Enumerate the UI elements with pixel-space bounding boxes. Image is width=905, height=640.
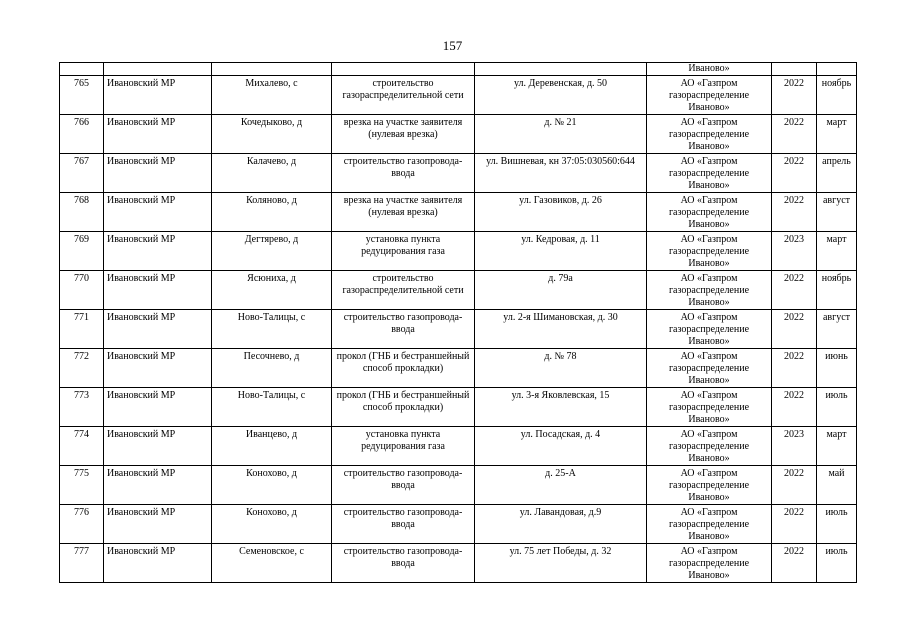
cell-district: Ивановский МР [104, 115, 212, 154]
cell-address: д. № 21 [475, 115, 647, 154]
cell-org: АО «Газпром газораспределение Иваново» [647, 310, 772, 349]
cell-locality: Михалево, с [212, 76, 332, 115]
cell-num: 770 [60, 271, 104, 310]
cell-year: 2023 [772, 427, 817, 466]
cell-month: август [817, 193, 857, 232]
cell-work: строительство газораспределительной сети [332, 271, 475, 310]
cell-locality [212, 63, 332, 76]
cell-month [817, 63, 857, 76]
cell-district: Ивановский МР [104, 427, 212, 466]
cell-locality: Кочедыково, д [212, 115, 332, 154]
cell-num: 766 [60, 115, 104, 154]
cell-work: прокол (ГНБ и бестраншейный способ прокладки) [332, 388, 475, 427]
cell-month: ноябрь [817, 271, 857, 310]
cell-district: Ивановский МР [104, 76, 212, 115]
table-row [60, 193, 857, 232]
page-number: 157 [442, 38, 463, 53]
cell-work: врезка на участке заявителя (нулевая врезка) [332, 193, 475, 232]
cell-address: ул. Газовиков, д. 26 [475, 193, 647, 232]
cell-district: Ивановский МР [104, 271, 212, 310]
cell-address [475, 63, 647, 76]
cell-work: прокол (ГНБ и бестраншейный способ прокладки) [332, 349, 475, 388]
cell-district: Ивановский МР [104, 466, 212, 505]
cell-num: 767 [60, 154, 104, 193]
cell-month: март [817, 115, 857, 154]
cell-year: 2023 [772, 232, 817, 271]
cell-address: ул. 3-я Яковлевская, 15 [475, 388, 647, 427]
table-row [60, 466, 857, 505]
cell-locality: Ново-Талицы, с [212, 310, 332, 349]
table-row [60, 349, 857, 388]
cell-year: 2022 [772, 193, 817, 232]
table-row [60, 154, 857, 193]
cell-work: врезка на участке заявителя (нулевая врезка) [332, 115, 475, 154]
cell-year: 2022 [772, 310, 817, 349]
cell-year: 2022 [772, 271, 817, 310]
cell-num: 772 [60, 349, 104, 388]
cell-district: Ивановский МР [104, 232, 212, 271]
cell-month: июнь [817, 349, 857, 388]
cell-district: Ивановский МР [104, 388, 212, 427]
cell-work: строительство газопровода-ввода [332, 466, 475, 505]
cell-district: Ивановский МР [104, 154, 212, 193]
table-row [60, 388, 857, 427]
table-row [60, 232, 857, 271]
table-row [60, 76, 857, 115]
cell-year: 2022 [772, 388, 817, 427]
cell-district: Ивановский МР [104, 544, 212, 583]
cell-org: АО «Газпром газораспределение Иваново» [647, 544, 772, 583]
cell-num: 765 [60, 76, 104, 115]
cell-address: ул. Деревенская, д. 50 [475, 76, 647, 115]
cell-num: 774 [60, 427, 104, 466]
cell-org: АО «Газпром газораспределение Иваново» [647, 349, 772, 388]
cell-org: АО «Газпром газораспределение Иваново» [647, 388, 772, 427]
cell-work: строительство газораспределительной сети [332, 76, 475, 115]
cell-work: установка пункта редуцирования газа [332, 232, 475, 271]
cell-month: июль [817, 505, 857, 544]
cell-month: апрель [817, 154, 857, 193]
cell-address: ул. 75 лет Победы, д. 32 [475, 544, 647, 583]
cell-locality: Ново-Талицы, с [212, 388, 332, 427]
gas-works-table [59, 62, 857, 583]
cell-month: март [817, 232, 857, 271]
cell-num: 777 [60, 544, 104, 583]
cell-month: май [817, 466, 857, 505]
cell-address: д. 25-А [475, 466, 647, 505]
table-row-continuation [60, 63, 857, 76]
cell-locality: Семеновское, с [212, 544, 332, 583]
cell-locality: Конохово, д [212, 505, 332, 544]
cell-org: АО «Газпром газораспределение Иваново» [647, 466, 772, 505]
cell-year: 2022 [772, 76, 817, 115]
cell-work: строительство газопровода-ввода [332, 310, 475, 349]
cell-locality: Калачево, д [212, 154, 332, 193]
cell-org: АО «Газпром газораспределение Иваново» [647, 115, 772, 154]
cell-num: 771 [60, 310, 104, 349]
cell-num: 776 [60, 505, 104, 544]
cell-work: установка пункта редуцирования газа [332, 427, 475, 466]
cell-num: 773 [60, 388, 104, 427]
cell-district: Ивановский МР [104, 349, 212, 388]
table-row [60, 505, 857, 544]
cell-work: строительство газопровода-ввода [332, 154, 475, 193]
cell-address: ул. Вишневая, кн 37:05:030560:644 [475, 154, 647, 193]
cell-org: АО «Газпром газораспределение Иваново» [647, 193, 772, 232]
cell-org: АО «Газпром газораспределение Иваново» [647, 271, 772, 310]
table-row [60, 115, 857, 154]
cell-year: 2022 [772, 115, 817, 154]
cell-year: 2022 [772, 505, 817, 544]
cell-address: ул. Посадская, д. 4 [475, 427, 647, 466]
table-row [60, 427, 857, 466]
cell-year: 2022 [772, 466, 817, 505]
cell-org: АО «Газпром газораспределение Иваново» [647, 232, 772, 271]
cell-locality: Ясюниха, д [212, 271, 332, 310]
cell-district: Ивановский МР [104, 310, 212, 349]
cell-year [772, 63, 817, 76]
cell-month: ноябрь [817, 76, 857, 115]
cell-month: март [817, 427, 857, 466]
cell-address: д. № 78 [475, 349, 647, 388]
cell-month: июль [817, 388, 857, 427]
cell-locality: Песочнево, д [212, 349, 332, 388]
cell-locality: Коляново, д [212, 193, 332, 232]
cell-district: Ивановский МР [104, 193, 212, 232]
cell-locality: Дегтярево, д [212, 232, 332, 271]
cell-org: АО «Газпром газораспределение Иваново» [647, 154, 772, 193]
cell-org: Иваново» [647, 63, 772, 76]
cell-year: 2022 [772, 544, 817, 583]
cell-year: 2022 [772, 154, 817, 193]
cell-locality: Конохово, д [212, 466, 332, 505]
cell-month: июль [817, 544, 857, 583]
cell-district [104, 63, 212, 76]
table-row [60, 271, 857, 310]
cell-org: АО «Газпром газораспределение Иваново» [647, 427, 772, 466]
cell-work: строительство газопровода-ввода [332, 505, 475, 544]
cell-address: ул. Кедровая, д. 11 [475, 232, 647, 271]
cell-org: АО «Газпром газораспределение Иваново» [647, 76, 772, 115]
cell-work: строительство газопровода-ввода [332, 544, 475, 583]
cell-org: АО «Газпром газораспределение Иваново» [647, 505, 772, 544]
cell-locality: Иванцево, д [212, 427, 332, 466]
cell-work [332, 63, 475, 76]
cell-num: 768 [60, 193, 104, 232]
cell-address: ул. Лавандовая, д.9 [475, 505, 647, 544]
cell-month: август [817, 310, 857, 349]
cell-num [60, 63, 104, 76]
table-row [60, 310, 857, 349]
cell-district: Ивановский МР [104, 505, 212, 544]
table-row [60, 544, 857, 583]
cell-address: ул. 2-я Шимановская, д. 30 [475, 310, 647, 349]
cell-num: 769 [60, 232, 104, 271]
cell-num: 775 [60, 466, 104, 505]
cell-address: д. 79а [475, 271, 647, 310]
cell-year: 2022 [772, 349, 817, 388]
